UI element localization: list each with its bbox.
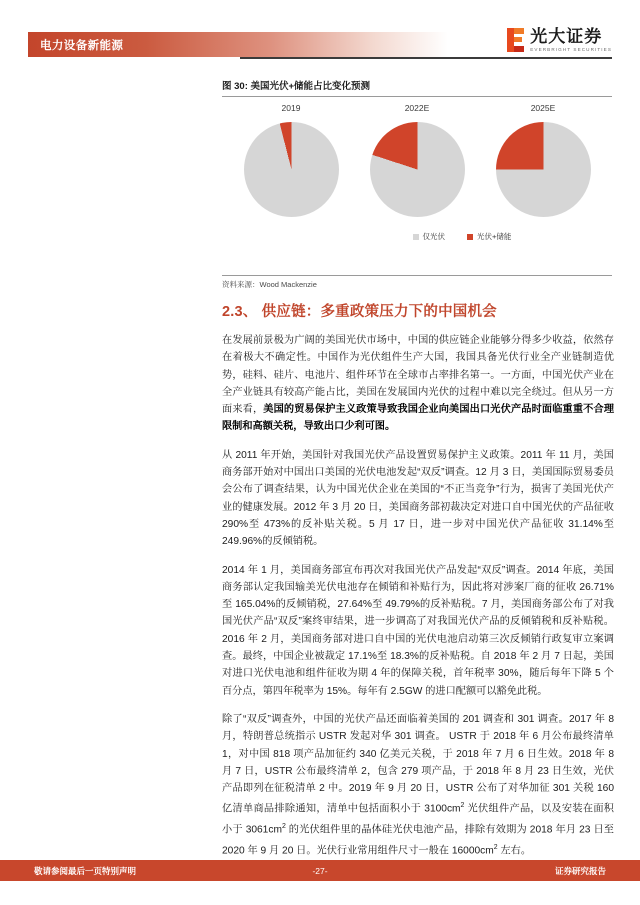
paragraph-4-superscript-2: 2 bbox=[281, 823, 286, 831]
pie-panel-2022e bbox=[358, 103, 476, 217]
chart-legend bbox=[222, 231, 612, 242]
everbright-logo-icon bbox=[507, 28, 524, 52]
pie-panel-2025e bbox=[484, 103, 602, 217]
pie-label-2019: 2019 bbox=[281, 103, 301, 113]
pie-chart-2025e bbox=[496, 122, 591, 217]
logo-chinese-name: 光大证券 bbox=[530, 27, 603, 46]
paragraph-4-superscript-1: 2 bbox=[460, 802, 465, 810]
paragraph-3: 2014 年 1 月，美国商务部宣布再次对我国光伏产品发起“双反”调查。2014 年底，美国商务部认定我国输美光伏电池存在倾销和补贴行为，因此将对涉案厂商的征收 26.71%至 165.04%的反倾销税，27.64%至 49.79%的反补贴税。7 月，美国商务部公布了对我国光伏产品“双反”案终审结果，进一步调高了对我国光伏产品的反倾销税和反补贴税。2016 年 2 月，美国商务部对进口自中国的光伏电池启动第三次反倾销行政复审立案调查。最终，中国企业被裁定 17.1%至 18.3%的反补贴税。自 2018 年 2 月 7 日起，美国对进口光伏电池和组件征收为期 4 年的保障关税，首年税率 30%，随后每年下降 5 个百分点，第四年税率为 15%。每年有 2.5GW 的进口配额可以豁免此税。 bbox=[222, 564, 614, 697]
pie-panel-2019 bbox=[232, 103, 350, 217]
header-rule bbox=[240, 57, 612, 59]
paragraph-4 bbox=[222, 711, 614, 860]
paragraph-2: 从 2011 年开始，美国针对我国光伏产品设置贸易保护主义政策。2011 年 11 月，美国商务部开始对中国出口美国的光伏电池发起“双反”调查。12 月 3 日，美国国际贸易委员会公布了调查结果，认为中国光伏企业在美国的“不正当竞争”行为，损害了美国光伏产业的健康发展。2012 年 3 月 20 日，美国商务部初裁决定对进口自中国光伏的产品征收 290%至 473%的反补贴关税。5 月 17 日，进一步对中国光伏产品征收 31.14%至 249.96%的反倾销税。 bbox=[222, 449, 614, 548]
footer-disclaimer: 敬请参阅最后一页特别声明 bbox=[34, 865, 137, 876]
paragraph-4-part-a: 除了“双反”调查外，中国的光伏产品还面临着美国的 201 调查和 301 调查。2017 年 8 月，特朗普总统指示 USTR 发起对华 301 调查。 USTR 于 2018 年 6 月公布最终清单 1，对中国 818 项产品加征约 340 亿美元关税，于 2018 年 7 月 6 日生效。2018 年 8 月 7 日，USTR 公布最终清单 2，包含 279 项产品，于 2018 年 8 月 23 日生效，光伏产品即列在征税清单 2 中。2019 年 9 月 20 日，USTR 公布了对华加征 301 关税 160 亿清单商品排除通知，清单中包括面积小于 3100cm bbox=[222, 713, 614, 815]
figure-body bbox=[222, 97, 612, 275]
pie-chart-2022e bbox=[370, 122, 465, 217]
legend-item-solar-storage bbox=[467, 231, 511, 242]
paragraph-1-text: 在发展前景极为广阔的美国光伏市场中，中国的供应链企业能够分得多少收益，依然存在着极大不确定性。中国作为光伏组件生产大国，我国具备光伏行业全产业链制造优势，硅料、硅片、电池片、组件环节在全球市占率排名第一。一方面，中国光伏产业在全产业链具有较高产能占比，美国在发展国内光伏的过程中难以完全绕过。但从另一方面来看， bbox=[222, 335, 614, 416]
company-logo bbox=[507, 28, 612, 53]
page-footer bbox=[0, 860, 640, 881]
figure-block bbox=[222, 78, 612, 290]
paragraph-1 bbox=[222, 332, 614, 436]
pie-label-2022e: 2022E bbox=[404, 103, 430, 113]
logo-english-name: EVERBRIGHT SECURITIES bbox=[530, 47, 612, 52]
header-title: 电力设备新能源 bbox=[40, 39, 124, 52]
pie-label-2025e: 2025E bbox=[530, 103, 556, 113]
legend-swatch-solar-storage bbox=[467, 234, 473, 240]
pie-chart-2019 bbox=[244, 122, 339, 217]
section-heading: 2.3、 供应链：多重政策压力下的中国机会 bbox=[222, 304, 497, 320]
legend-item-solar-only bbox=[413, 231, 446, 242]
paragraph-1-emphasis: 美国的贸易保护主义政策导致我国企业向美国出口光伏产品时面临重重不合理限制和高额关税，导致出口少利可图。 bbox=[222, 404, 615, 433]
page-header bbox=[0, 28, 640, 68]
paragraph-4-part-d: 左右。 bbox=[497, 845, 532, 857]
legend-swatch-solar-only bbox=[413, 234, 419, 240]
pie-chart-group bbox=[222, 103, 612, 217]
figure-source: 资料来源：Wood Mackenzie bbox=[222, 280, 317, 289]
figure-title: 图 30: 美国光伏+储能占比变化预测 bbox=[222, 81, 371, 92]
footer-report-type: 证券研究报告 bbox=[554, 865, 606, 876]
paragraph-4-part-b: 光伏组件产品，以及安装在面积小于 3061cm bbox=[222, 803, 614, 836]
header-band bbox=[28, 32, 448, 57]
legend-label-solar-only: 仅光伏 bbox=[422, 232, 446, 241]
legend-label-solar-storage: 光伏+储能 bbox=[477, 232, 512, 241]
paragraph-4-superscript-3: 2 bbox=[493, 843, 498, 851]
paragraph-4-part-c: 的光伏组件里的晶体硅光伏电池产品，排除有效期为 2018 年月 23 日至 2020 年 9 月 20 日。光伏行业常用组件尺寸一般在 16000cm bbox=[222, 824, 614, 857]
page-number: -27- bbox=[312, 865, 328, 876]
article-body bbox=[222, 332, 614, 870]
